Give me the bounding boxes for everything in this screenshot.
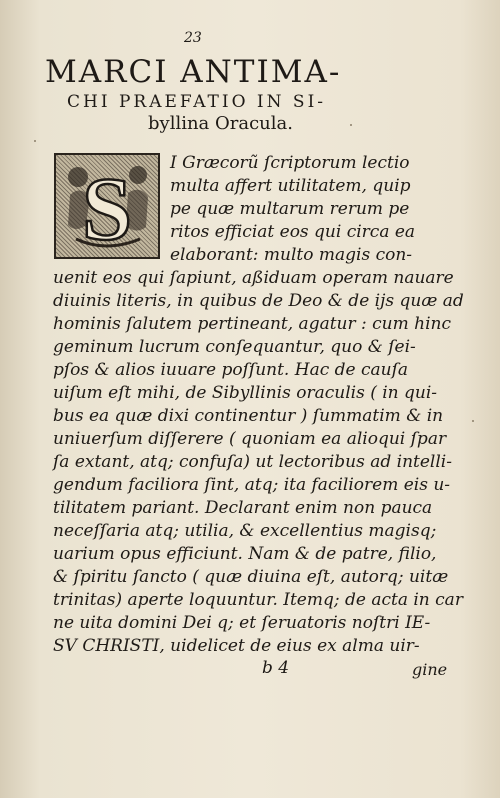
text-line: neceſſaria atq; utilia, & excellentius magisq; — [53, 521, 437, 541]
decorated-initial-s — [54, 153, 160, 259]
signature-mark: b 4 — [262, 658, 290, 678]
text-line: ſa extant, atq; confuſa) ut lectoribus ad intelli- — [53, 452, 452, 472]
text-line: uniuerſum diſſerere ( quoniam ea alioqui ſpar — [53, 429, 447, 449]
paper-speck — [350, 124, 352, 126]
text-line: elaborant: multo magis con- — [170, 245, 413, 265]
text-line: SV CHRISTI, uidelicet de eius ex alma uir- — [53, 636, 420, 656]
text-line: pſos & alios iuuare poſſunt. Hac de cauſa — [53, 360, 409, 380]
text-line: gendum faciliora ſint, atq; ita faciliorem eis u- — [53, 475, 451, 495]
text-line: uiſum eſt mihi, de Sibyllinis oraculis ( in qui- — [53, 383, 438, 403]
catchword: gine — [412, 660, 448, 679]
paper-speck — [472, 420, 474, 422]
svg-text:S: S — [81, 160, 133, 257]
text-line: ne uita domini Dei q; et ſeruatoris noſtri IE- — [53, 613, 431, 633]
text-line: uenit eos qui ſapiunt, aßiduam operam nauare — [53, 268, 454, 288]
initial-letter-s-icon — [56, 155, 158, 257]
text-line: pe quæ multarum rerum pe — [170, 199, 410, 219]
heading-line-3: byllina Oracula. — [148, 113, 293, 134]
text-line: hominis ſalutem pertineant, agatur : cum hinc — [53, 314, 451, 334]
text-line: uarium opus efficiunt. Nam & de patre, filio, — [53, 544, 437, 564]
text-line: & ſpiritu ſancto ( quæ diuina eſt, autorq; uitæ — [53, 567, 449, 587]
text-line: diuinis literis, in quibus de Deo & de ijs quæ ad — [53, 291, 464, 311]
heading-line-2: CHI PRAEFATIO IN SI- — [67, 92, 327, 112]
text-line: trinitas) aperte loquuntur. Itemq; de acta in car — [53, 590, 463, 610]
text-line: geminum lucrum conſequantur, quo & ſei- — [53, 337, 416, 357]
text-line: bus ea quæ dixi continentur ) ſummatim & in — [53, 406, 444, 426]
text-line: tilitatem pariant. Declarant enim non pauca — [53, 498, 433, 518]
folio-number: 23 — [184, 30, 202, 46]
paper-speck — [34, 140, 36, 142]
text-line: I Græcorũ ſcriptorum lectio — [170, 153, 410, 173]
text-line: multa affert utilitatem, quip — [170, 176, 411, 196]
heading-line-1: MARCI ANTIMA- — [45, 54, 342, 90]
text-line: ritos efficiat eos qui circa ea — [170, 222, 416, 242]
